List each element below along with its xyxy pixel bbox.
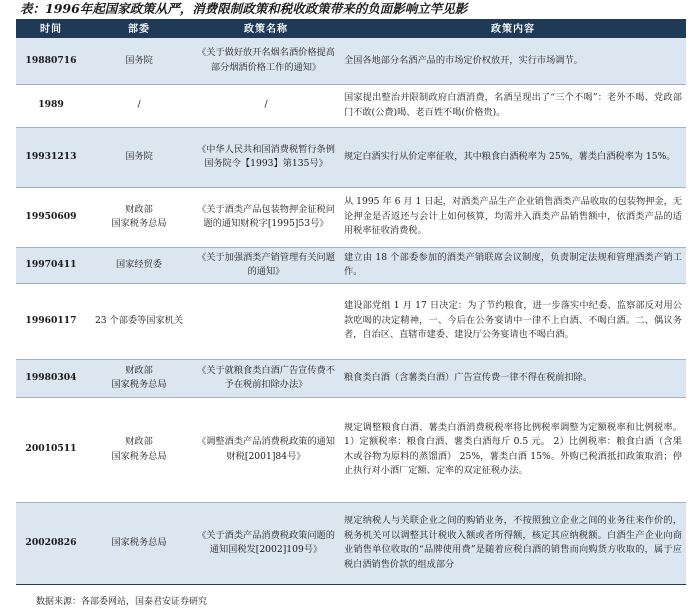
row-policy-name: 《关于就粮食类白酒广告宣传费不予在税前扣除办法》 bbox=[192, 359, 340, 397]
row-dept: 财政部 国家税务总局 bbox=[86, 359, 192, 397]
table-row bbox=[16, 283, 686, 359]
table-row bbox=[16, 247, 686, 283]
header-policy-content: 政策内容 bbox=[340, 19, 686, 37]
table-title: 表：1996年起国家政策从严，消费限制政策和税收政策带来的负面影响立竿见影 bbox=[20, 1, 468, 16]
row-dept: 财政部 国家税务总局 bbox=[86, 397, 192, 502]
row-policy-content: 建设部党组 1 月 17 日决定：为了节约粮食，进一步落实中纪委、监察部反对用公款吃喝的决定精神，一、今后在公务宴请中一律不上白酒、不喝白酒。二、偶议务者，自治区、直辖市建委、建设厅公务宴请也不喝白酒。 bbox=[340, 283, 686, 359]
row-dept: / bbox=[86, 84, 192, 127]
header-date: 时间 bbox=[16, 19, 86, 37]
row-policy-content: 全国各地部分名酒产品的市场定价权放开，实行市场调节。 bbox=[340, 37, 686, 84]
table-row bbox=[16, 502, 686, 584]
header-policy-name: 政策名称 bbox=[192, 19, 340, 37]
row-dept: 国家经贸委 bbox=[86, 247, 192, 283]
row-dept: 国务院 bbox=[86, 127, 192, 187]
row-date: 19880716 bbox=[16, 37, 86, 84]
row-date: 19960117 bbox=[16, 283, 86, 359]
row-date: 19950609 bbox=[16, 187, 86, 247]
row-date: 20010511 bbox=[16, 397, 86, 502]
header-dept: 部委 bbox=[86, 19, 192, 37]
row-dept: 财政部 国家税务总局 bbox=[86, 187, 192, 247]
row-policy-name: 《调整酒类产品消费税政策的通知财税[2001]84号》 bbox=[192, 397, 340, 502]
table-row bbox=[16, 84, 686, 127]
row-policy-content: 规定纳税人与关联企业之间的购销业务，不按照独立企业之间的业务往来作价的，税务机关可以调整其计税收入额或者所得额，核定其应纳税额。白酒生产企业向商业销售单位收取的“品牌使用费”是随着应税白酒的销售而向购货方收取的，属于应税白酒销售价款的组成部分 bbox=[340, 502, 686, 584]
row-policy-name: / bbox=[192, 84, 340, 127]
row-policy-name bbox=[192, 283, 340, 359]
row-date: 20020826 bbox=[16, 502, 86, 584]
row-policy-name: 《关于做好放开名烟名酒价格提高部分烟酒价格工作的通知》 bbox=[192, 37, 340, 84]
row-policy-name: 《中华人民共和国消费税暂行条例国务院令【1993】第135号》 bbox=[192, 127, 340, 187]
table-row bbox=[16, 187, 686, 247]
row-dept: 国务院 bbox=[86, 37, 192, 84]
row-policy-content: 规定白酒实行从价定率征收，其中粮食白酒税率为 25%，薯类白酒税率为 15%。 bbox=[340, 127, 686, 187]
table-header-row bbox=[16, 19, 686, 37]
row-policy-content: 粮食类白酒（含薯类白酒）广告宣传费一律不得在税前扣除。 bbox=[340, 359, 686, 397]
row-date: 19980304 bbox=[16, 359, 86, 397]
source-note: 数据来源：各部委网站，国泰君安证券研究 bbox=[36, 597, 208, 607]
row-policy-content: 国家提出整治并限制政府白酒消费，名酒呈现出了“三个不喝”：老外不喝、党政部门不敢(公费)喝、老百姓不喝(价格贵)。 bbox=[340, 84, 686, 127]
table-row bbox=[16, 359, 686, 397]
row-date: 19970411 bbox=[16, 247, 86, 283]
row-date: 19931213 bbox=[16, 127, 86, 187]
row-policy-name: 《关于加强酒类产销管理有关问题的通知》 bbox=[192, 247, 340, 283]
table-row bbox=[16, 127, 686, 187]
row-policy-name: 《关于酒类产品消费税政策问题的通知国税发[2002]109号》 bbox=[192, 502, 340, 584]
row-dept: 国家税务总局 bbox=[86, 502, 192, 584]
row-policy-content: 从 1995 年 6 月 1 日起，对酒类产品生产企业销售酒类产品收取的包装物押金，无论押金是否返还与会计上如何核算，均需并入酒类产品销售额中，依酒类产品的适用税率征收消费税。 bbox=[340, 187, 686, 247]
row-policy-content: 建立由 18 个部委参加的酒类产销联席会议制度，负责制定法规和管理酒类产销工作。 bbox=[340, 247, 686, 283]
row-policy-name: 《关于酒类产品包装物押金征税问题的通知财税字[1995]53号》 bbox=[192, 187, 340, 247]
row-policy-content: 规定调整粮食白酒、薯类白酒消费税税率将比例税率调整为定额税率和比例税率。 1）定额税率：粮食白酒、薯类白酒每斤 0.5 元。 2）比例税率：粮食白酒（含果木或谷物为原料的蒸馏酒） 25%，薯类白酒 15%。外购已税酒抵扣政策取消；停止执行对小酒厂定额、定率的双定征税办法。 bbox=[340, 397, 686, 502]
row-date: 1989 bbox=[16, 84, 86, 127]
row-dept: 23 个部委等国家机关 bbox=[86, 283, 192, 359]
table-row bbox=[16, 37, 686, 84]
policy-table bbox=[16, 19, 686, 585]
table-row bbox=[16, 397, 686, 502]
